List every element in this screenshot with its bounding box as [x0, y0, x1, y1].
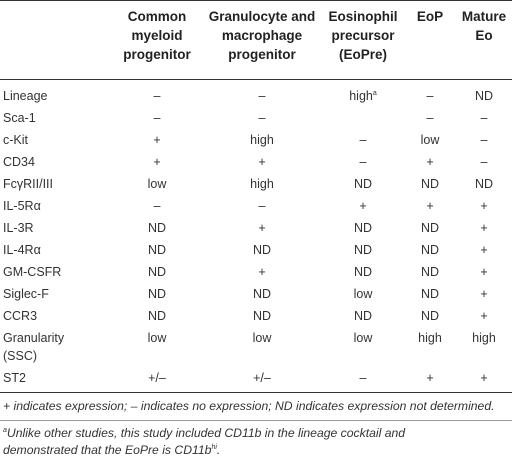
cell: –: [153, 89, 161, 103]
cell: +: [258, 155, 266, 169]
cell: ND: [353, 243, 373, 257]
cell: –: [258, 111, 266, 125]
cell: –: [359, 133, 367, 147]
table-header: [0, 1, 512, 80]
footnote-a-mark: a: [3, 426, 7, 434]
row-label: CD34: [3, 155, 35, 169]
footnote-a: $^a$Unlike other studies, this study included CD11b in the lineage cocktail and demonstrated that the EoPre is $CD11b^{hi}$.: [3, 426, 406, 457]
header-eopre: Eosinophil precursor (EoPre): [328, 9, 398, 62]
table-row: [0, 80, 512, 108]
cell: +: [480, 243, 488, 257]
cell: ND: [353, 265, 373, 279]
cell: +: [480, 221, 488, 235]
footnote-mark: a: [372, 89, 377, 97]
cell: +: [480, 199, 488, 213]
cell: ND: [420, 265, 440, 279]
cell: +: [258, 221, 266, 235]
row-label: IL-3R: [3, 221, 34, 235]
cell: –: [258, 199, 266, 213]
row-label: FcγRII/III: [3, 177, 53, 191]
table-row: [0, 283, 512, 305]
table-row: [0, 217, 512, 239]
cell: +: [480, 371, 488, 385]
row-label: Granularity (SSC): [3, 331, 65, 363]
cell: ND: [252, 287, 272, 301]
cell: ND: [252, 243, 272, 257]
cell: ND: [420, 243, 440, 257]
cell: high: [418, 331, 442, 345]
table-row: [0, 151, 512, 173]
cell: –: [258, 89, 266, 103]
cell: high: [250, 133, 274, 147]
cell: +: [359, 199, 367, 213]
cell: –: [426, 89, 434, 103]
cell: ND: [353, 177, 373, 191]
cell: low: [252, 331, 272, 345]
row-label: Sca-1: [3, 111, 36, 125]
cell: ND: [474, 89, 494, 103]
table-row: [0, 305, 512, 327]
cell: ND: [420, 309, 440, 323]
table-body: [0, 80, 512, 393]
cell: ND: [147, 221, 167, 235]
cell: +/–: [253, 371, 271, 385]
cell: ND: [147, 287, 167, 301]
header-cmp: Common myeloid progenitor: [123, 9, 191, 62]
header-mature-eo: Mature Eo: [461, 9, 507, 43]
cell: +: [153, 155, 161, 169]
cell: –: [480, 111, 488, 125]
cell: +/–: [148, 371, 166, 385]
cell: high$^a$: [349, 89, 377, 103]
cell: +: [426, 155, 434, 169]
cell: –: [359, 371, 367, 385]
footnote-divider: [0, 420, 512, 421]
cell: +: [426, 199, 434, 213]
cell: +: [258, 265, 266, 279]
cell: ND: [474, 177, 494, 191]
row-label: IL-4Rα: [3, 243, 41, 257]
cell: ND: [353, 221, 373, 235]
cell: +: [480, 309, 488, 323]
cell: –: [480, 155, 488, 169]
cell: low: [353, 331, 373, 345]
row-label: CCR3: [3, 309, 38, 323]
table-row: [0, 195, 512, 217]
cell: low: [353, 287, 373, 301]
cell: –: [359, 155, 367, 169]
cell: high: [250, 177, 274, 191]
row-label: GM-CSFR: [3, 265, 62, 279]
row-label: IL-5Rα: [3, 199, 41, 213]
table-row: [0, 129, 512, 151]
cell: ND: [420, 287, 440, 301]
table-legend: + indicates expression; – indicates no expression; ND indicates expression not determined.: [3, 399, 495, 413]
cell: –: [480, 133, 488, 147]
cell: ND: [353, 309, 373, 323]
cell: ND: [147, 243, 167, 257]
row-label: Lineage: [3, 89, 48, 103]
cell: +: [153, 133, 161, 147]
cell: ND: [147, 309, 167, 323]
header-eop: EoP: [416, 9, 444, 24]
table-row: [0, 173, 512, 195]
cell: low: [147, 331, 167, 345]
cell: low: [420, 133, 440, 147]
cell: ND: [420, 221, 440, 235]
table-row: [0, 261, 512, 283]
cell: –: [426, 111, 434, 125]
row-label: Siglec-F: [3, 287, 49, 301]
table-row: [0, 367, 512, 393]
header-gmp: Granulocyte and macrophage progenitor: [208, 9, 316, 62]
cell: ND: [420, 177, 440, 191]
cell: low: [147, 177, 167, 191]
cell: +: [426, 371, 434, 385]
row-label: ST2: [3, 371, 26, 385]
header-marker: [0, 1, 112, 80]
table-row: [0, 327, 512, 367]
cell: +: [480, 287, 488, 301]
table-row: [0, 107, 512, 129]
row-label: c-Kit: [3, 133, 28, 147]
cell: high: [472, 331, 496, 345]
cell: –: [153, 199, 161, 213]
cell: +: [480, 265, 488, 279]
cell: –: [153, 111, 161, 125]
cell: [322, 107, 404, 129]
cell: ND: [252, 309, 272, 323]
cell: ND: [147, 265, 167, 279]
table-row: [0, 239, 512, 261]
